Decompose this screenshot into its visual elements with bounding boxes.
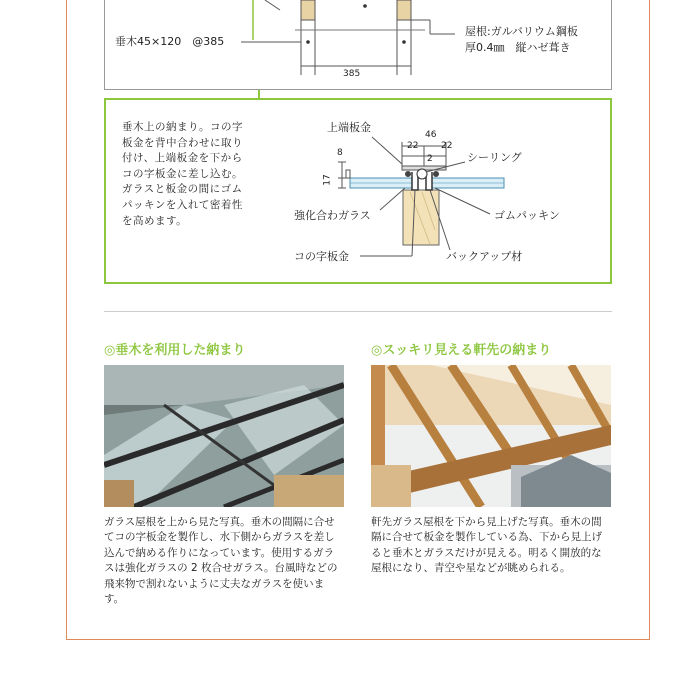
photo-eaves-from-below — [371, 365, 611, 507]
leader-top — [265, 0, 280, 10]
caption-eaves: 軒先ガラス屋根を下から見上げた写真。垂木の間隔に合せて板金を製作している為、下から見上げると垂木とガラスだけが見える。明るく開放的な屋根になり、青空や星などが眺められる。 — [371, 516, 602, 575]
roof-thickness-label: 厚0.4㎜ 縦ハゼ葺き — [465, 41, 571, 54]
section-title-eaves: ◎スッキリ見える軒先の納まり — [371, 343, 552, 358]
label-channel: コの字板金 — [294, 250, 349, 263]
rafter-right-top — [397, 0, 411, 20]
sealing-bead — [417, 169, 427, 179]
leader-top-sheet — [372, 137, 402, 164]
label-backup: バックアップ材 — [446, 250, 523, 263]
rafter-left-top — [301, 0, 315, 20]
detail-note: 垂木上の納まり。コの字板金を背中合わせに取り付け、上端板金を下からコの字板金に差し込む。ガラスと板金の間にゴムパッキンを入れて密着性を高めます。 — [122, 121, 243, 227]
label-gasket: ゴムパッキン — [494, 209, 560, 222]
label-dim-22b: 22 — [441, 141, 453, 151]
caption-rafter: ガラス屋根を上から見た写真。垂木の間隔に合せてコの字板金を製作し、水下側からガラスを差し込んで納める作りになっています。使用するガラスは強化ガラスの 2 枚合せガラス。台風時などの飛来物で割れないように丈夫なガラスを使います。 — [104, 516, 338, 606]
photo-glass-roof-top — [104, 365, 344, 507]
label-dim-46: 46 — [425, 130, 437, 140]
roof-section-diagram — [104, 0, 612, 90]
green-connector — [258, 90, 260, 98]
roof-material-label: 屋根:ガルバリウム鋼板 — [465, 25, 578, 38]
rafter-timber — [403, 190, 439, 245]
label-dim-2: 2 — [427, 154, 433, 164]
label-glass: 強化合わガラス — [294, 209, 371, 222]
label-dim-17: 17 — [322, 174, 333, 186]
label-top-sheet: 上端板金 — [327, 121, 371, 134]
label-sealing: シーリング — [467, 151, 522, 164]
leader-glass — [380, 188, 405, 210]
rafter-spec-label: 垂木45×120 @385 — [115, 35, 225, 48]
leader-gasket — [435, 188, 490, 214]
dim-385-label: 385 — [343, 69, 361, 79]
label-dim-8: 8 — [337, 148, 343, 158]
section-title-rafter: ◎垂木を利用した納まり — [104, 343, 246, 358]
label-dim-22a: 22 — [407, 141, 419, 151]
section-divider — [104, 311, 612, 312]
